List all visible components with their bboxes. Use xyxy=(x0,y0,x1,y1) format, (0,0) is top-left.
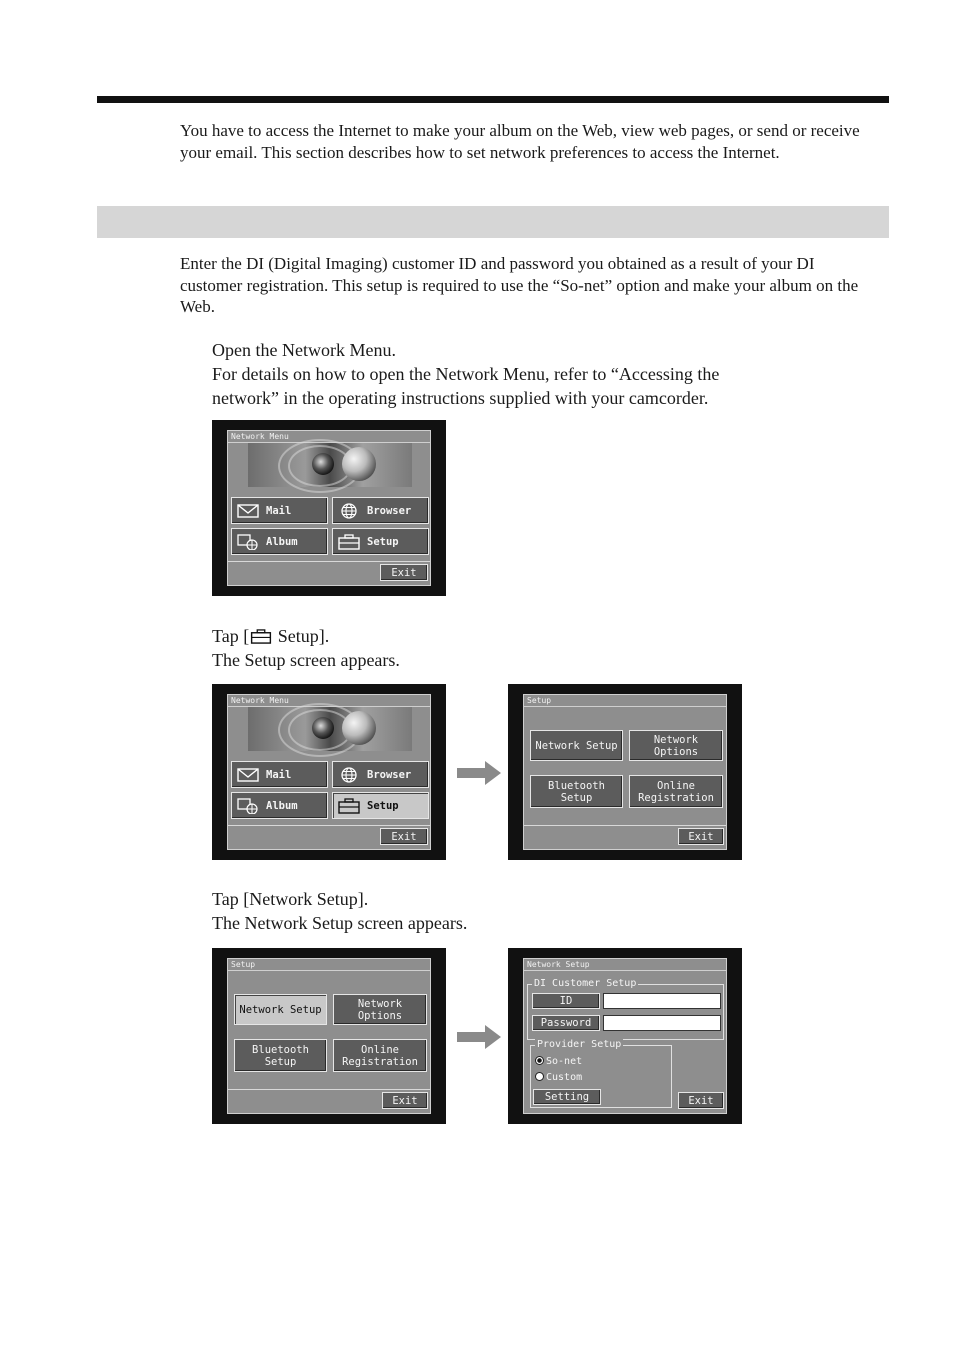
radio-selected-icon xyxy=(535,1056,544,1065)
network-menu-screen-1 xyxy=(212,420,446,596)
radio-so-net[interactable]: So-net xyxy=(535,1056,582,1068)
exit-button[interactable]: Exit xyxy=(382,1092,428,1109)
mail-button[interactable]: Mail xyxy=(231,497,328,524)
online-registration-button[interactable]: Online Registration xyxy=(629,775,723,808)
globe-icon xyxy=(338,503,360,519)
network-options-button[interactable]: Network Options xyxy=(333,994,427,1025)
setup-button[interactable]: Setup xyxy=(332,528,429,555)
exit-button[interactable]: Exit xyxy=(678,828,724,845)
radio-custom[interactable]: Custom xyxy=(535,1072,582,1084)
exit-button[interactable]: Exit xyxy=(380,828,428,845)
arrow-right-icon xyxy=(457,1025,501,1049)
toolbox-icon xyxy=(338,798,360,814)
id-field[interactable] xyxy=(603,993,721,1009)
browser-button[interactable]: Browser xyxy=(332,497,429,524)
step-1-line3: network” in the operating instructions supplied with your camcorder. xyxy=(212,388,709,408)
password-field[interactable] xyxy=(603,1015,721,1031)
screen-title: Network Menu xyxy=(231,696,289,705)
id-label: ID xyxy=(532,993,600,1009)
step-1 xyxy=(212,338,852,410)
album-button[interactable]: Album xyxy=(231,528,328,555)
step-3-line2: The Network Setup screen appears. xyxy=(212,913,468,933)
network-setup-button[interactable]: Network Setup xyxy=(530,730,623,761)
intro-text: You have to access the Internet to make your album on the Web, view web pages, or send or receive your email. This section describes how to set network preferences to access the Internet. xyxy=(180,121,860,162)
screen-title: Network Menu xyxy=(231,432,289,441)
exit-button[interactable]: Exit xyxy=(678,1092,724,1109)
album-icon xyxy=(237,798,259,814)
step-1-line1: Open the Network Menu. xyxy=(212,340,396,360)
di-customer-setup-group: DI Customer Setup xyxy=(527,984,724,1040)
globe-icon xyxy=(338,767,360,783)
section-heading-band xyxy=(97,206,889,238)
online-registration-button[interactable]: Online Registration xyxy=(333,1039,427,1072)
exit-button[interactable]: Exit xyxy=(380,564,428,581)
network-setup-screen xyxy=(508,948,742,1124)
provider-setup-group: Provider Setup xyxy=(530,1045,672,1108)
bluetooth-setup-button[interactable]: Bluetooth Setup xyxy=(234,1039,327,1072)
step-2-line2: The Setup screen appears. xyxy=(212,650,400,670)
header-rule xyxy=(97,96,889,103)
network-banner-image xyxy=(248,707,412,751)
password-label: Password xyxy=(532,1015,600,1031)
network-options-button[interactable]: Network Options xyxy=(629,730,723,761)
setup-button-selected[interactable]: Setup xyxy=(332,792,429,819)
radio-unselected-icon xyxy=(535,1072,544,1081)
network-banner-image xyxy=(248,443,412,487)
browser-button[interactable]: Browser xyxy=(332,761,429,788)
step-3-line1: Tap [Network Setup]. xyxy=(212,889,369,909)
album-button[interactable]: Album xyxy=(231,792,328,819)
bluetooth-setup-button[interactable]: Bluetooth Setup xyxy=(530,775,623,808)
mail-button[interactable]: Mail xyxy=(231,761,328,788)
step-1-line2: For details on how to open the Network Menu, refer to “Accessing the xyxy=(212,364,720,384)
toolbox-icon xyxy=(250,629,272,644)
screen-title: Network Setup xyxy=(527,960,590,969)
step-2-line1: Tap [ Setup]. xyxy=(212,626,330,646)
network-setup-button-selected[interactable]: Network Setup xyxy=(234,994,327,1025)
mail-icon xyxy=(237,503,259,519)
step-3 xyxy=(212,887,852,935)
step-2 xyxy=(212,624,852,672)
screen-title: Setup xyxy=(527,696,552,705)
setting-button[interactable]: Setting xyxy=(533,1089,601,1105)
album-icon xyxy=(237,534,259,550)
arrow-right-icon xyxy=(457,761,501,785)
screen-title: Setup xyxy=(231,960,256,969)
setup-screen-2 xyxy=(212,948,446,1124)
network-menu-screen-2 xyxy=(212,684,446,860)
mail-icon xyxy=(237,767,259,783)
toolbox-icon xyxy=(338,534,360,550)
section-intro-text: Enter the DI (Digital Imaging) customer ID and password you obtained as a result of your DI customer registration. This setup is required to use the “So-net” option and make your album on the Web. xyxy=(180,254,859,316)
setup-screen-1 xyxy=(508,684,742,860)
